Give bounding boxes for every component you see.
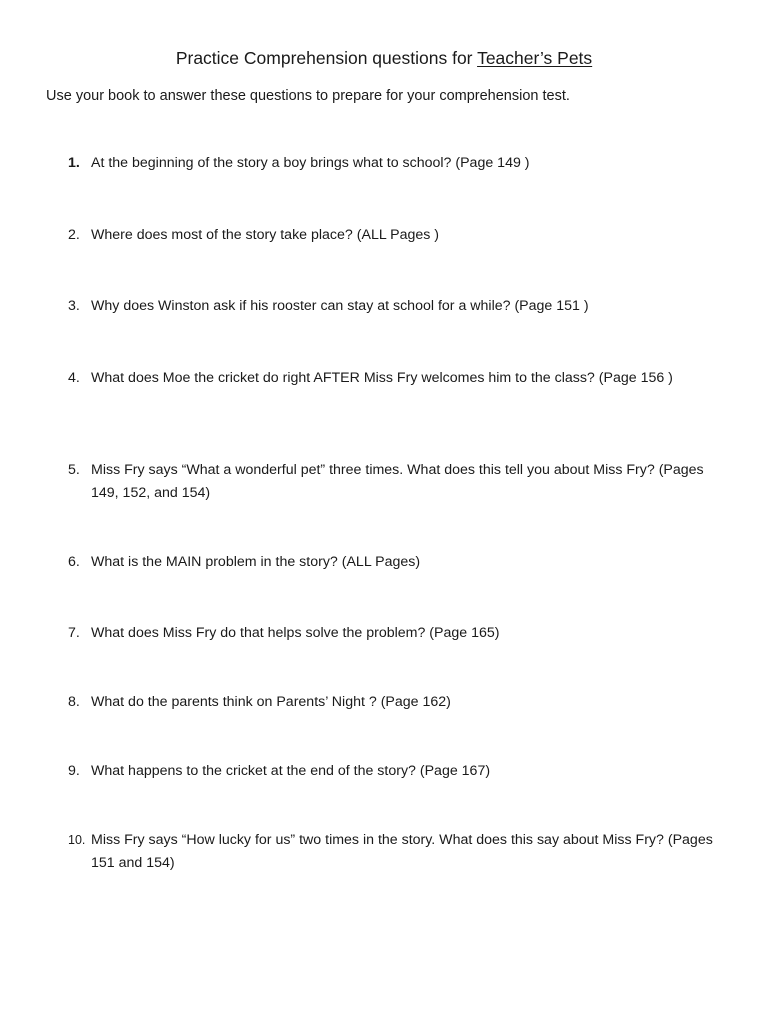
question-text: What do the parents think on Parents’ Night ? (Page 162): [91, 694, 451, 710]
question-text: What does Miss Fry do that helps solve the problem? (Page 165): [91, 625, 500, 641]
question-item: [68, 459, 728, 505]
question-text: What does Moe the cricket do right AFTER Miss Fry welcomes him to the class? (Page 156 ): [91, 370, 673, 386]
question-item: [68, 152, 728, 175]
question-item: [68, 691, 728, 714]
book-title: Teacher’s Pets: [477, 48, 593, 68]
question-number: 10.: [68, 833, 86, 847]
question-text: Miss Fry says “How lucky for us” two times in the story. What does this say about Miss Fry? (Pages 151 and 154): [91, 832, 713, 871]
question-item: [68, 829, 728, 875]
question-item: [68, 551, 728, 574]
question-text: Miss Fry says “What a wonderful pet” three times. What does this tell you about Miss Fry? (Pages 149, 152, and 154): [91, 462, 704, 501]
question-number: 6.: [68, 554, 80, 570]
question-text: Why does Winston ask if his rooster can stay at school for a while? (Page 151 ): [91, 298, 589, 314]
question-item: [68, 295, 728, 318]
question-item: [68, 224, 728, 247]
question-number: 1.: [68, 155, 80, 171]
instructions: Use your book to answer these questions to prepare for your comprehension test.: [46, 88, 570, 104]
question-text: At the beginning of the story a boy brings what to school? (Page 149 ): [91, 155, 530, 171]
question-item: [68, 622, 728, 645]
question-text: What happens to the cricket at the end of the story? (Page 167): [91, 763, 491, 779]
question-text: What is the MAIN problem in the story? (ALL Pages): [91, 554, 421, 570]
question-number: 5.: [68, 462, 80, 478]
page-title: [0, 48, 768, 69]
question-number: 7.: [68, 625, 80, 641]
question-number: 3.: [68, 298, 80, 314]
title-prefix: Practice Comprehension questions for: [175, 48, 473, 68]
question-number: 4.: [68, 370, 80, 386]
question-item: [68, 367, 728, 390]
question-item: [68, 760, 728, 783]
question-number: 2.: [68, 227, 80, 243]
question-text: Where does most of the story take place? (ALL Pages ): [91, 227, 440, 243]
question-number: 8.: [68, 694, 80, 710]
question-number: 9.: [68, 763, 80, 779]
